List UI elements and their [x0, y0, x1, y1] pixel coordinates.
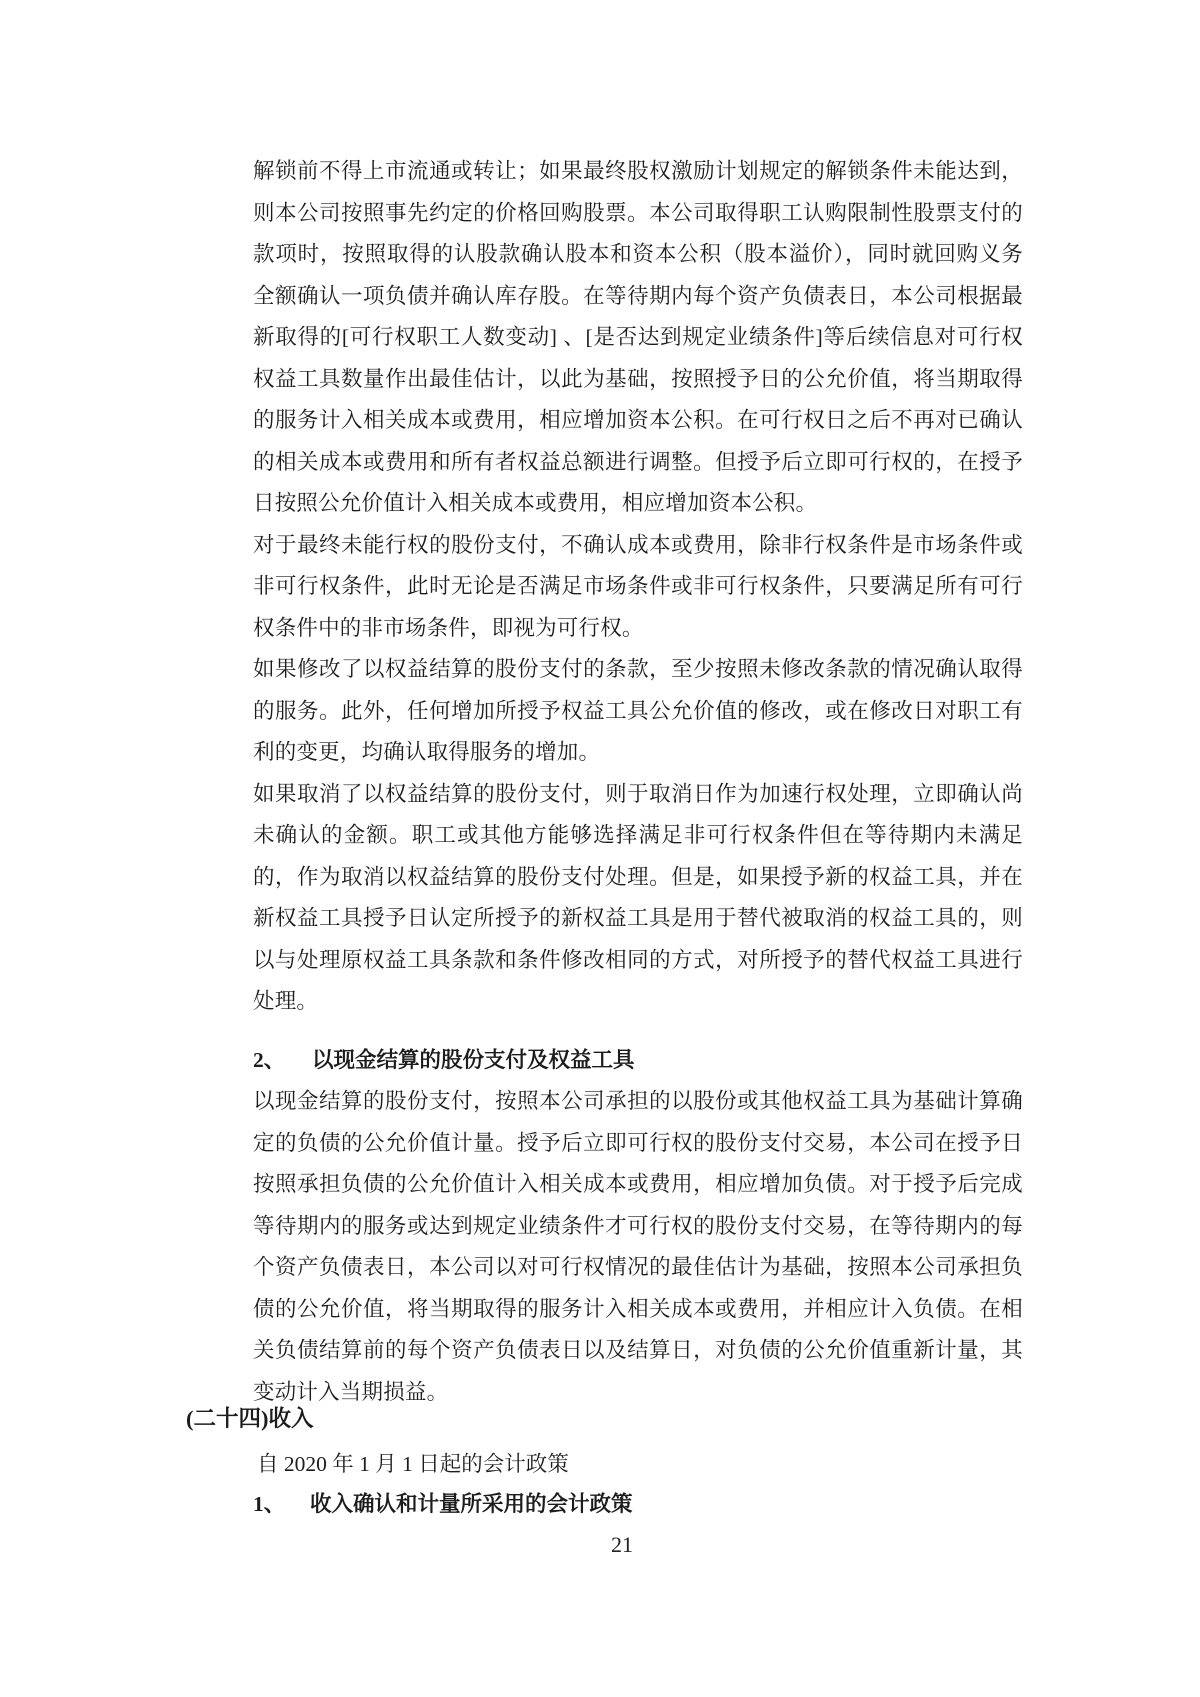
body-paragraph-cancelled-payments: 如果取消了以权益结算的股份支付，则于取消日作为加速行权处理，立即确认尚未确认的金额。职工或其他方能够选择满足非可行权条件但在等待期内未满足的，作为取消以权益结算的股份支付处理。但是，如果授予新的权益工具，并在新权益工具授予日认定所授予的新权益工具是用于替代被取消的权益工具的，则以与处理原权益工具条款和条件修改相同的方式，对所授予的替代权益工具进行处理。	[253, 781, 1023, 1013]
body-paragraph-unvested-payments: 对于最终未能行权的股份支付，不确认成本或费用，除非行权条件是市场条件或非可行权条件，此时无论是否满足市场条件或非可行权条件，只要满足所有可行权条件中的非市场条件，即视为可行权。	[253, 532, 1023, 640]
body-paragraph-share-repurchase: 解锁前不得上市流通或转让；如果最终股权激励计划规定的解锁条件未能达到，则本公司按照事先约定的价格回购股票。本公司取得职工认购限制性股票支付的款项时，按照取得的认股款确认股本和资本公积（股本溢价），同时就回购义务全额确认一项负债并确认库存股。在等待期内每个资产负债表日，本公司根据最新取得的[可行权职工人数变动] 、[是否达到规定业绩条件]等后续信息对可行权权益工具数量作出最佳估计，以此为基础，按照授予日的公允价值，将当期取得的服务计入相关成本或费用，相应增加资本公积。在可行权日之后不再对已确认的相关成本或费用和所有者权益总额进行调整。但授予后立即可行权的，在授予日按照公允价值计入相关成本或费用，相应增加资本公积。	[253, 159, 1023, 515]
section-heading-revenue: (二十四)收入	[186, 1406, 314, 1431]
heading-number: 1、	[253, 1492, 286, 1516]
body-text-column	[253, 151, 1023, 1413]
body-paragraph-cash-settled-detail: 以现金结算的股份支付，按照本公司承担的以股份或其他权益工具为基础计算确定的负债的公允价值计量。授予后立即可行权的股份支付交易，本公司在授予日按照承担负债的公允价值计入相关成本或费用，相应增加负债。对于授予后完成等待期内的服务或达到规定业绩条件才可行权的股份支付交易，在等待期内的每个资产负债表日，本公司以对可行权情况的最佳估计为基础，按照本公司承担负债的公允价值，将当期取得的服务计入相关成本或费用，并相应计入负债。在相关负债结算前的每个资产负债表日以及结算日，对负债的公允价值重新计量，其变动计入当期损益。	[253, 1089, 1023, 1404]
heading-title: 以现金结算的股份支付及权益工具	[312, 1047, 635, 1072]
policy-effective-date-line: 自 2020 年 1 月 1 日起的会计政策	[257, 1452, 569, 1476]
heading-title: 收入确认和计量所采用的会计政策	[310, 1492, 633, 1516]
heading-revenue-recognition-policy	[253, 1489, 633, 1519]
page-number: 21	[611, 1532, 633, 1557]
heading-cash-settled-share-payment	[253, 1040, 1023, 1082]
body-paragraph-modified-terms: 如果修改了以权益结算的股份支付的条款，至少按照未修改条款的情况确认取得的服务。此外，任何增加所授予权益工具公允价值的修改，或在修改日对职工有利的变更，均确认取得服务的增加。	[253, 657, 1023, 764]
heading-number: 2、	[253, 1047, 286, 1072]
